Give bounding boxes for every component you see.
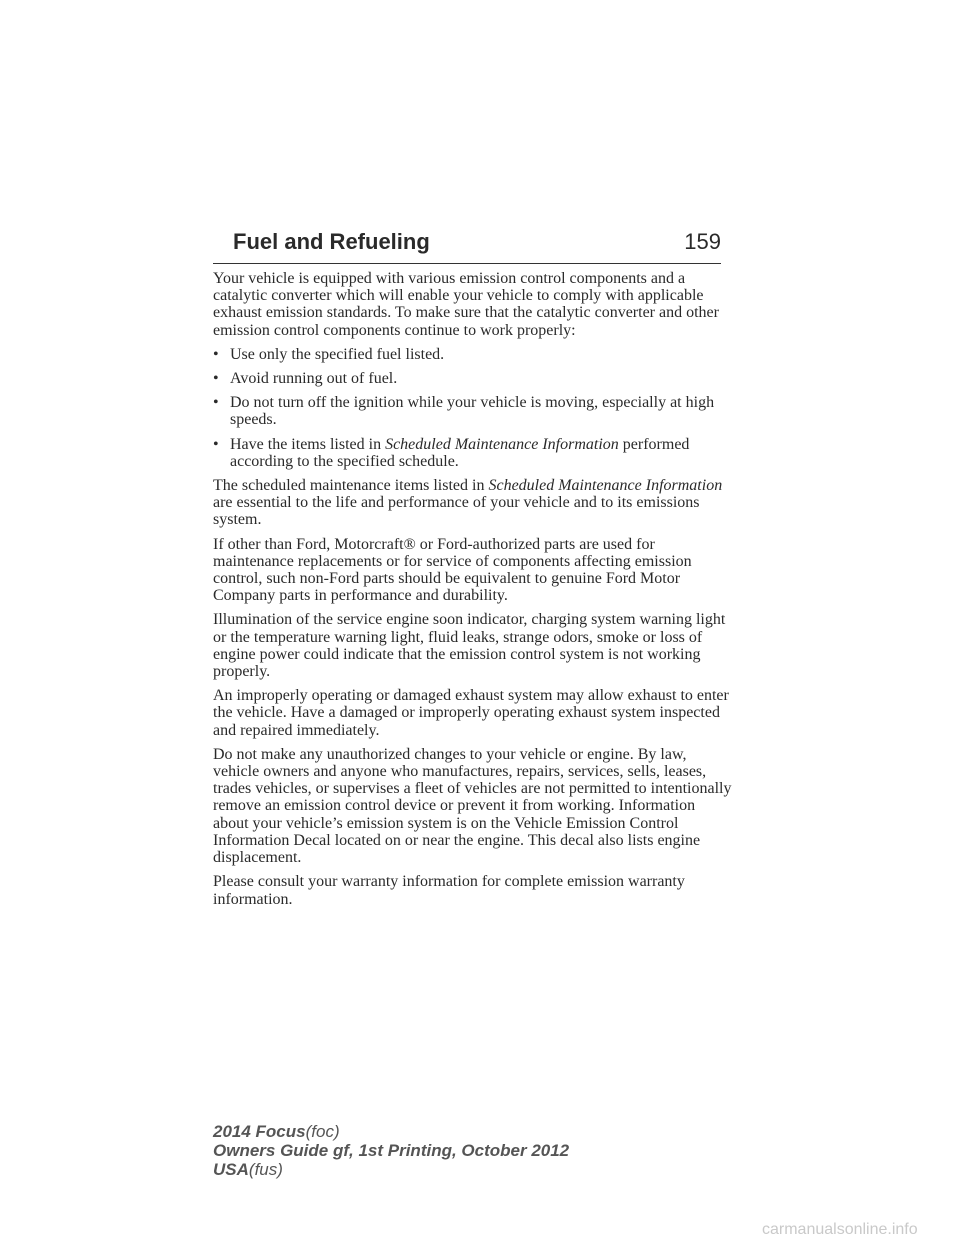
list-item-text-pre: Have the items listed in	[230, 435, 386, 453]
page-number: 159	[684, 229, 721, 254]
bullet-glyph: •	[213, 345, 219, 363]
list-item-text: Use only the specified fuel listed.	[230, 345, 445, 363]
footer-line-market	[213, 1160, 569, 1179]
illumination-paragraph: Illumination of the service engine soon indicator, charging system warning light or the temperature warning light, fluid leaks, strange odors, smoke or loss of engine power could indicate that the emission control system is not working properly.	[213, 611, 726, 681]
maintenance-reference: Scheduled Maintenance Information	[488, 477, 723, 495]
list-item	[213, 394, 733, 428]
bullet-glyph: •	[213, 370, 219, 388]
list-item	[213, 346, 733, 363]
footer-line-model	[213, 1122, 569, 1141]
page-footer	[213, 1122, 569, 1179]
emission-tips-list	[213, 346, 733, 470]
parts-paragraph: If other than Ford, Motorcraft® or Ford-authorized parts are used for maintenance replacements or for service of components affecting emission control, such non-Ford parts should be equivalent to genuine Ford Motor Company parts in performance and durability.	[213, 535, 692, 605]
footer-line-guide: Owners Guide gf, 1st Printing, October 2012	[213, 1141, 570, 1160]
footer-model: 2014 Focus	[213, 1122, 306, 1141]
page-content	[213, 270, 733, 915]
maintenance-reference: Scheduled Maintenance Information	[385, 435, 619, 453]
section-title: Fuel and Refueling	[233, 229, 430, 254]
bullet-glyph: •	[213, 435, 219, 453]
list-item	[213, 436, 733, 470]
footer-market: USA	[213, 1160, 249, 1179]
list-item-text-post: performed according to the specified schedule.	[230, 435, 690, 470]
unauthorized-changes-paragraph: Do not make any unauthorized changes to your vehicle or engine. By law, vehicle owners and anyone who manufactures, repairs, services, sells, leases, trades vehicles, or supervises a fleet of vehicles are not permitted to intentionally remove an emission control device or prevent it from working. Information about your vehicle’s emission system is on the Vehicle Emission Control Information Decal located on or near the engine. This decal also lists engine displacement.	[213, 745, 732, 867]
footer-model-code: (foc)	[305, 1122, 340, 1141]
list-item	[213, 370, 733, 387]
paragraph-text-post: are essential to the life and performance of your vehicle and to its emissions system.	[213, 494, 700, 529]
bullet-glyph: •	[213, 394, 219, 412]
list-item-text: Do not turn off the ignition while your vehicle is moving, especially at high speeds.	[230, 394, 715, 429]
exhaust-paragraph: An improperly operating or damaged exhaust system may allow exhaust to enter the vehicle. Have a damaged or improperly operating exhaust system inspected and repaired immediately.	[213, 687, 729, 739]
list-item-text: Avoid running out of fuel.	[230, 370, 398, 388]
page-header	[213, 229, 721, 264]
intro-paragraph: Your vehicle is equipped with various emission control components and a catalytic converter which will enable your vehicle to comply with applicable exhaust emission standards. To make sure that the catalytic converter and other emission control components continue to work properly:	[213, 270, 719, 339]
scheduled-maintenance-paragraph	[213, 477, 733, 529]
footer-market-code: (fus)	[248, 1160, 283, 1179]
paragraph-text-pre: The scheduled maintenance items listed in	[213, 477, 489, 495]
site-watermark: carmanualsonline.info	[762, 1221, 918, 1238]
warranty-paragraph: Please consult your warranty information for complete emission warranty information.	[213, 873, 685, 908]
